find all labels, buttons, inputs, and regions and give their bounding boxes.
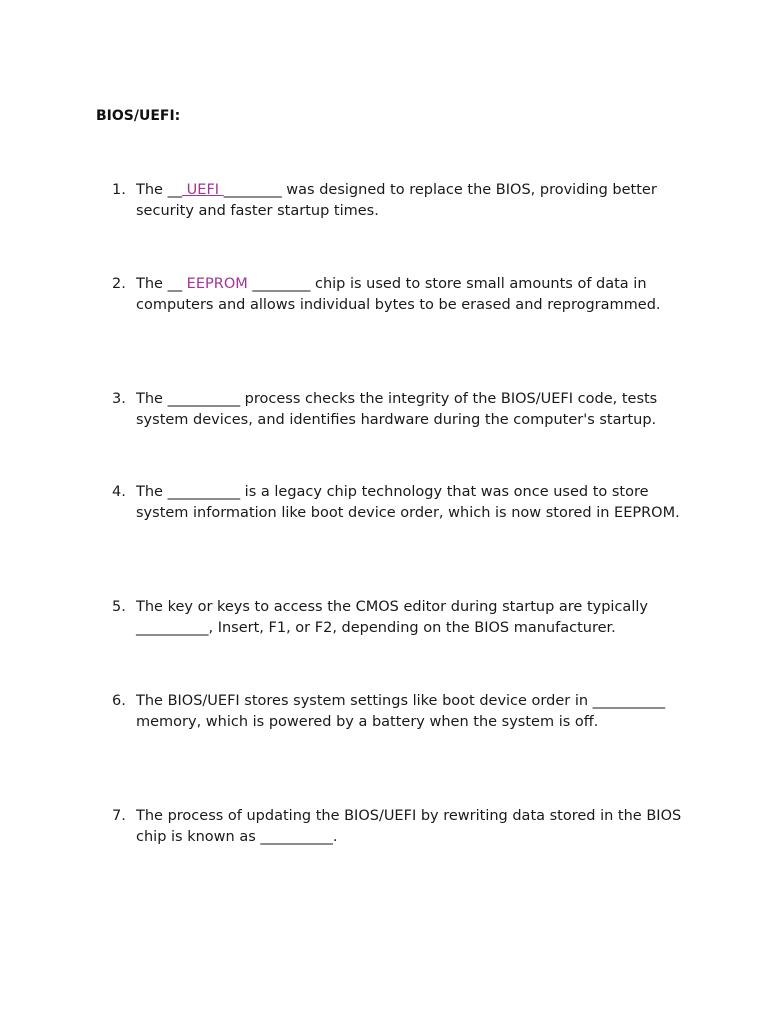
answer-uefi: UEFI [182,182,224,198]
question-text [136,274,692,317]
document-heading: BIOS/UEFI: [96,108,181,124]
question-item-4 [112,482,692,525]
question-number: 5. [112,599,126,615]
question-text: The __________ is a legacy chip technology that was once used to store system information like boot device order, which is now stored in EEPROM. [136,484,680,522]
question-text-before: The __ [136,276,183,292]
question-text: The key or keys to access the CMOS editor during startup are typically __________, Insert, F1, or F2, depending on the BIOS manufacturer. [136,599,648,637]
question-text-after: ________ was designed to replace the BIOS, providing better security and faster startup times. [136,182,657,220]
question-number: 7. [112,808,126,824]
question-item-3 [112,389,692,432]
question-text-before: The __ [136,182,183,198]
question-text: The BIOS/UEFI stores system settings like boot device order in __________ memory, which is powered by a battery when the system is off. [136,693,666,731]
answer-eeprom: EEPROM [182,276,253,292]
question-number: 3. [112,391,126,407]
question-item-7 [112,806,692,849]
question-number: 4. [112,484,126,500]
question-item-6 [112,691,692,734]
question-number: 6. [112,693,126,709]
question-number: 1. [112,182,126,198]
question-text: The __________ process checks the integrity of the BIOS/UEFI code, tests system devices, and identifies hardware during the computer's startup. [136,391,658,429]
question-item-2 [112,274,692,317]
question-text-after: ________ chip is used to store small amounts of data in computers and allows individual bytes to be erased and reprogrammed. [136,276,661,314]
question-text: The process of updating the BIOS/UEFI by rewriting data stored in the BIOS chip is known as __________. [136,808,682,846]
question-item-5 [112,597,692,640]
question-text [136,180,692,223]
question-number: 2. [112,276,126,292]
question-item-1 [112,180,692,223]
